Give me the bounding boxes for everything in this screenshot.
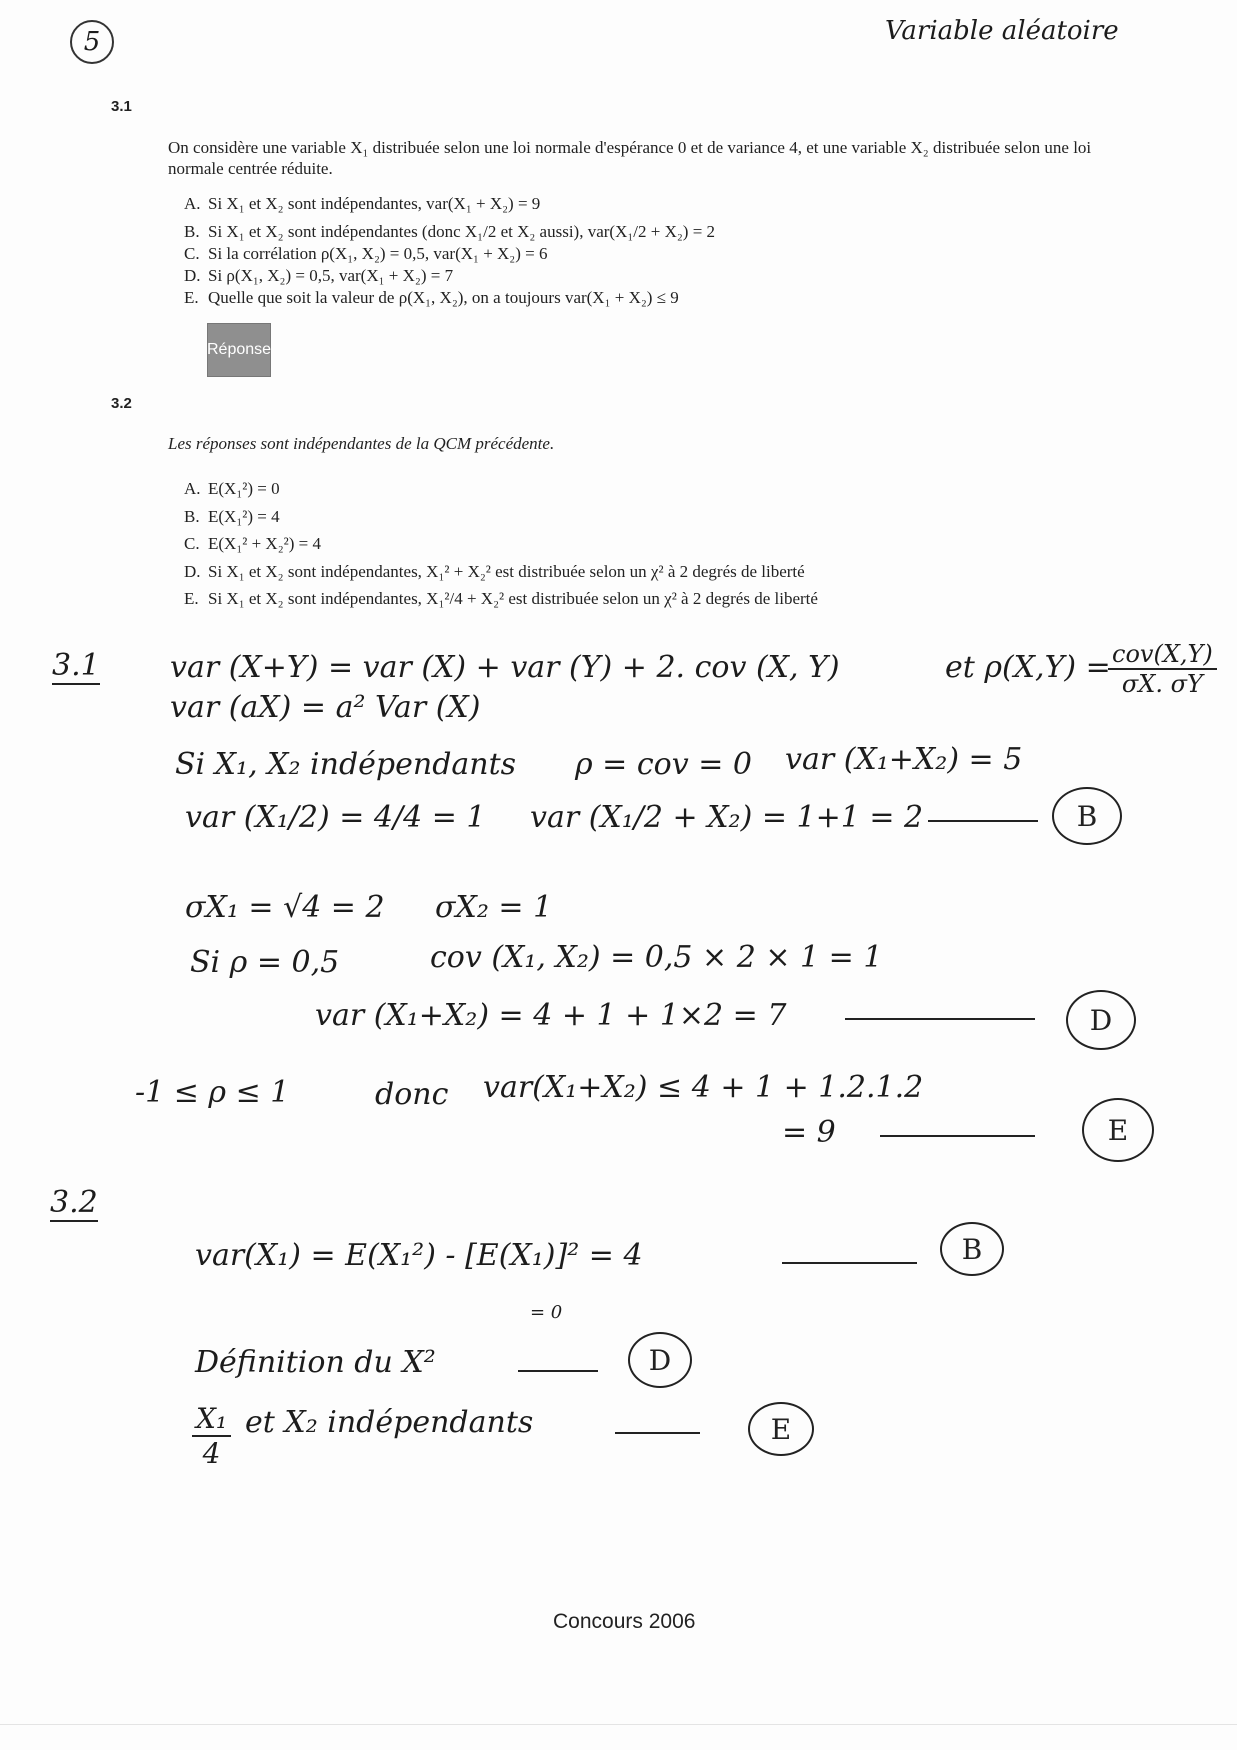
option-c: C. Si la corrélation ρ(X₁, X₂) = 0,5, var(X₁ + X₂) = 6: [184, 243, 548, 263]
notes-rho-fraction: [1108, 640, 1217, 698]
page-bottom-rule: [0, 1724, 1237, 1725]
notes-var-bound: var(X₁+X₂) ≤ 4 + 1 + 1.2.1.2: [483, 1070, 924, 1105]
notes-arrow-d: [845, 1018, 1035, 1020]
notes-arrow-e2: [615, 1432, 700, 1434]
notes-answer-d: D: [1066, 990, 1136, 1050]
notes-rho-cov-zero: ρ = cov = 0: [575, 747, 752, 782]
page-number-circle: [70, 20, 114, 64]
option-d: D. Si ρ(X₁, X₂) = 0,5, var(X₁ + X₂) = 7: [184, 265, 454, 285]
notes-var-sum-7: var (X₁+X₂) = 4 + 1 + 1×2 = 7: [315, 998, 787, 1033]
notes-var-expectation: var(X₁) = E(X₁²) - [E(X₁)]² = 4: [195, 1238, 643, 1273]
notes-cov-value: cov (X₁, X₂) = 0,5 × 2 × 1 = 1: [430, 940, 883, 975]
option-e: E. Si X₁ et X₂ sont indépendantes, X₁²/4 + X₂² est distribuée selon un χ² à 2 degrés de liberté: [184, 589, 818, 608]
notes-var-half-sum: var (X₁/2 + X₂) = 1+1 = 2: [530, 800, 924, 835]
page-number: 5: [83, 27, 101, 57]
notes-var-half: var (X₁/2) = 4/4 = 1: [185, 800, 486, 835]
notes-answer-b: B: [1052, 787, 1122, 845]
notes-formula-variance-scale: var (aX) = a² Var (X): [170, 690, 481, 725]
notes-arrow-b2: [782, 1262, 917, 1264]
notes-x1-x2-independent: et X₂ indépendants: [245, 1405, 534, 1440]
question-number-3-1: 3.1: [111, 98, 132, 115]
notes-answer-b2: B: [940, 1222, 1004, 1276]
question-number-3-2: 3.2: [111, 395, 132, 412]
notes-sigma-x1: σX₁ = √4 = 2: [185, 890, 385, 925]
notes-arrow-e: [880, 1135, 1035, 1137]
question-3-2-options: [184, 475, 818, 613]
question-3-1-intro: On considère une variable X₁ distribuée selon une loi normale d'espérance 0 et de variance 4, et une variable X₂ distribuée selon une loi normale centrée réduite.: [168, 138, 1092, 178]
notes-chi2-definition: Définition du X²: [195, 1345, 436, 1380]
notes-answer-e2: E: [748, 1402, 814, 1456]
reponse-button[interactable]: Réponse: [207, 323, 271, 377]
notes-label-3-2: 3.2: [50, 1185, 98, 1220]
notes-answer-e: E: [1082, 1098, 1154, 1162]
notes-answer-d2: D: [628, 1332, 692, 1388]
notes-expectation-zero: = 0: [530, 1302, 563, 1323]
option-a: A. Si X₁ et X₂ sont indépendantes, var(X₁ + X₂) = 9: [184, 194, 541, 213]
option-d: D. Si X₁ et X₂ sont indépendantes, X₁² + X₂² est distribuée selon un χ² à 2 degrés de liberté: [184, 561, 805, 581]
notes-sigma-x2: σX₂ = 1: [435, 890, 553, 925]
option-b: B. E(X₁²) = 4: [184, 506, 280, 526]
notes-rho-denominator: σX. σY: [1121, 670, 1203, 698]
page-topic: Variable aléatoire: [885, 16, 1119, 46]
notes-arrow-b: [928, 820, 1038, 822]
option-e: E. Quelle que soit la valeur de ρ(X₁, X₂), on a toujours var(X₁ + X₂) ≤ 9: [184, 287, 679, 307]
notes-label-3-1: 3.1: [52, 648, 100, 683]
notes-formula-variance-sum: var (X+Y) = var (X) + var (Y) + 2. cov (X, Y): [170, 650, 840, 685]
notes-equals-9: = 9: [782, 1115, 836, 1150]
notes-rho-bounds: -1 ≤ ρ ≤ 1: [135, 1075, 290, 1110]
page-footer: Concours 2006: [553, 1610, 696, 1633]
notes-x1-over-4: [192, 1402, 231, 1470]
notes-if-rho: Si ρ = 0,5: [190, 945, 340, 980]
notes-rho-numerator: cov(X,Y): [1108, 640, 1217, 670]
notes-four: 4: [202, 1437, 221, 1470]
notes-independent: Si X₁, X₂ indépendants: [175, 747, 517, 782]
notes-donc: donc: [375, 1077, 449, 1112]
notes-formula-rho: et ρ(X,Y) =: [945, 650, 1111, 685]
notes-var-sum-5: var (X₁+X₂) = 5: [785, 742, 1023, 777]
notes-arrow-d2: [518, 1370, 598, 1372]
option-c: C. E(X₁² + X₂²) = 4: [184, 534, 321, 553]
notes-x1: X₁: [192, 1402, 231, 1437]
option-a: A. E(X₁²) = 0: [184, 479, 280, 498]
question-3-2-intro: Les réponses sont indépendantes de la QCM précédente.: [168, 434, 555, 453]
question-3-1-options: [184, 190, 715, 306]
option-b: B. Si X₁ et X₂ sont indépendantes (donc X₁/2 et X₂ aussi), var(X₁/2 + X₂) = 2: [184, 221, 716, 241]
